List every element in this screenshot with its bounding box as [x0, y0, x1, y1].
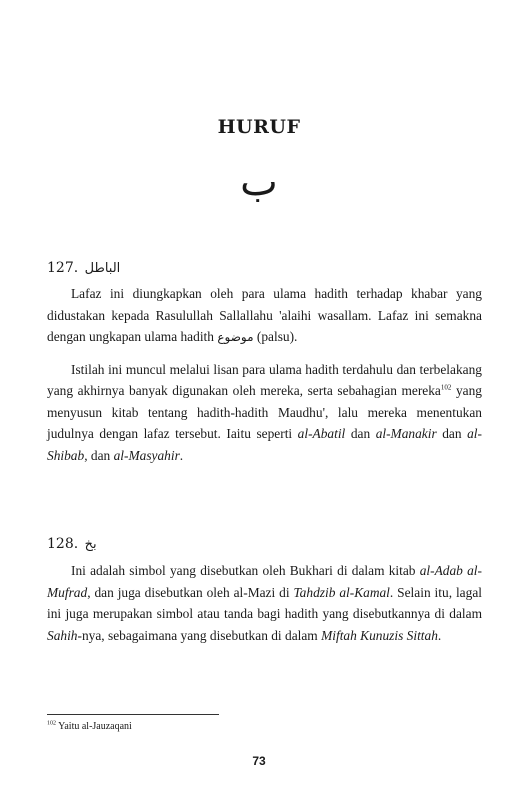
- entry-128-heading: [47, 535, 97, 554]
- entry-number: 128.: [47, 536, 79, 552]
- entry-127-body: [47, 283, 482, 466]
- footnote-marker: 102: [47, 720, 56, 727]
- footnote-divider: [47, 714, 219, 715]
- entry-127-heading: [47, 259, 120, 278]
- section-heading: HURUF: [217, 116, 301, 138]
- footnote: [47, 721, 132, 732]
- entry-number: 127.: [47, 260, 79, 276]
- paragraph: Istilah ini muncul melalui lisan para ulama hadith terdahulu dan terbelakang yang akhirnya banyak digunakan oleh mereka, serta sebahagian mereka$^{102}$ yang menyusun kitab tentang hadith-hadith Maudhu', lalu mereka menentukan judulnya dengan lafaz tersebut. Iaitu seperti al-Abatil dan al-Manakir dan al-Shibab, dan al-Masyahir.: [47, 361, 482, 463]
- footnote-ref: 102: [440, 383, 452, 392]
- arabic-letter-heading: ب: [240, 159, 278, 205]
- entry-arabic-term: الباطل: [84, 261, 121, 276]
- arabic-inline-term: موضوع: [217, 330, 254, 344]
- paragraph: Lafaz ini diungkapkan oleh para ulama hadith terhadap khabar yang didustakan kepada Rasulullah Sallallahu 'alaihi wasallam. Lafaz ini semakna dengan ungkapan ulama hadith موضوع (palsu).: [47, 286, 482, 344]
- footnote-text: Yaitu al-Jauzaqani: [58, 721, 132, 732]
- page-number: 73: [252, 754, 266, 768]
- paragraph: Ini adalah simbol yang disebutkan oleh Bukhari di dalam kitab al-Adab al-Mufrad, dan juga disebutkan oleh al-Mazi di Tahdzib al-Kamal. Selain itu, lagal ini juga merupakan simbol atau tanda bagi hadith yang disebutkannya di dalam Sahih-nya, sebagaimana yang disebutkan di dalam Miftah Kunuzis Sittah.: [47, 563, 482, 643]
- entry-arabic-term: بخ: [84, 537, 97, 552]
- entry-128-body: [47, 560, 482, 646]
